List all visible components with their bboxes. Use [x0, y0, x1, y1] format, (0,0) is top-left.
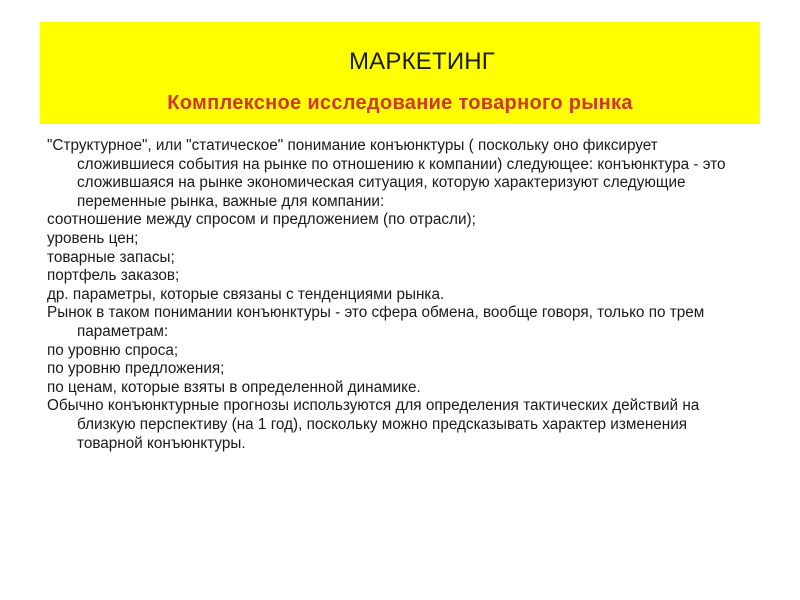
list-item: соотношение между спросом и предложением (по отрасли); [47, 211, 476, 229]
list-item: по уровню спроса; [47, 341, 179, 359]
slide-body [47, 137, 747, 453]
paragraph-market-exchange: Рынок в таком понимании конъюнктуры - это сфера обмена, вообще говоря, только по трем параметрам: [47, 304, 705, 340]
list-item: по ценам, которые взяты в определенной динамике. [47, 378, 421, 396]
list-item: по уровню предложения; [47, 360, 225, 378]
list-item: портфель заказов; [47, 267, 180, 285]
slide-subtitle: Комплексное исследование товарного рынка [167, 92, 633, 114]
list-item: товарные запасы; [47, 248, 175, 266]
paragraph-structural-definition: "Структурное", или "статическое" понимание конъюнктуры ( поскольку оно фиксирует сложившиеся события на рынке по отношению к компании) следующее: конъюнктура - это сложившаяся на рынке экономическая ситуация, которую характеризуют следующие переменные рынка, важные для компании: [47, 137, 726, 210]
slide-title: МАРКЕТИНГ [348, 48, 496, 75]
header-band [40, 22, 760, 124]
list-item: уровень цен; [47, 229, 139, 247]
list-item: др. параметры, которые связаны с тенденциями рынка. [47, 285, 445, 303]
paragraph-forecasts: Обычно конъюнктурные прогнозы используются для определения тактических действий на близкую перспективу (на 1 год), поскольку можно предсказывать характер изменения товарной конъюнктуры. [47, 397, 700, 452]
